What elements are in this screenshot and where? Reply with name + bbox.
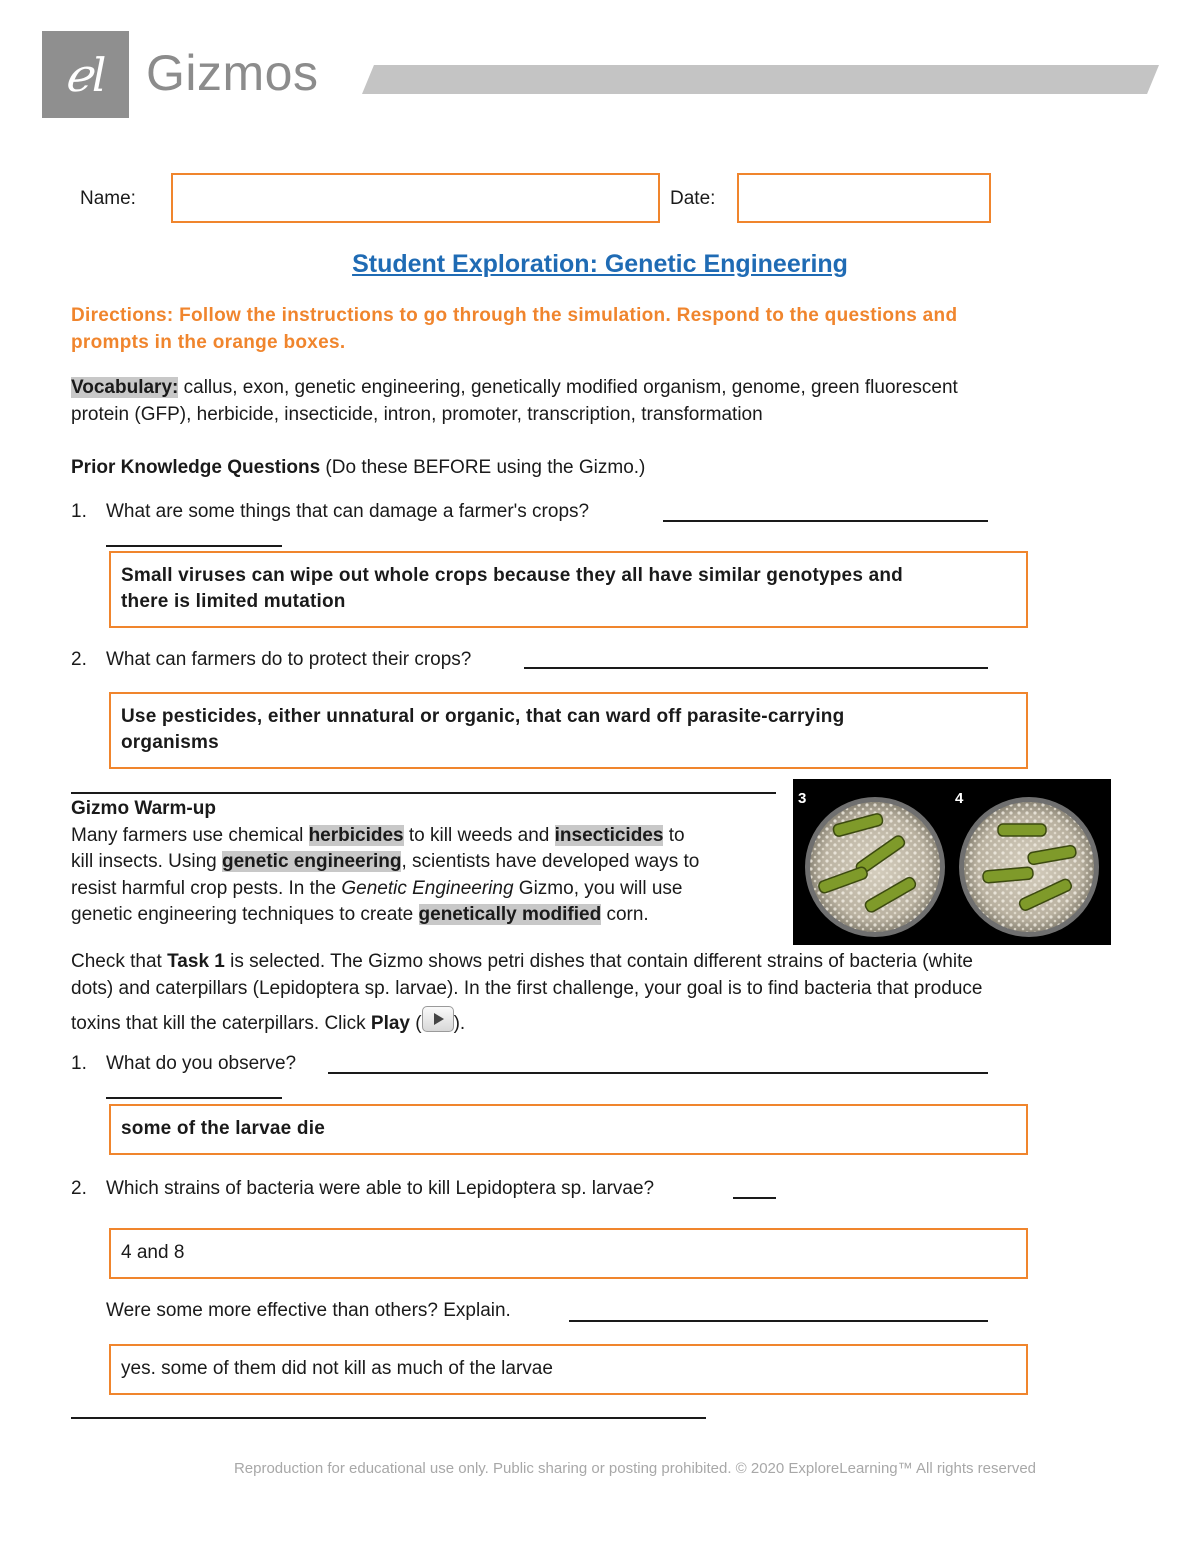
petri-dish-right: [959, 797, 1099, 937]
closing-line: [71, 1417, 706, 1419]
date-field[interactable]: [737, 173, 991, 223]
term-genetically-modified: genetically modified: [418, 904, 602, 925]
play-button-icon: [422, 1006, 454, 1032]
wq1-text: What do you observe?: [106, 1053, 297, 1074]
directions-line-1: Directions: Follow the instructions to go through the simulation. Respond to the questions and: [71, 305, 958, 326]
warmup-text-2b: , scientists have developed ways to: [401, 851, 700, 872]
dish-label-3: 3: [798, 790, 807, 807]
task-text-3b: (: [409, 1013, 422, 1034]
vocabulary-label: Vocabulary:: [71, 377, 179, 398]
followup-answer-box[interactable]: [109, 1344, 1028, 1395]
followup-answer-line: [569, 1320, 988, 1322]
task-paragraph: [71, 948, 1131, 1037]
petri-dish-left: [805, 797, 945, 937]
pk-q2-answer-line-2-text: organisms: [121, 732, 219, 753]
task-1-label: Task 1: [167, 951, 225, 972]
wq2-number: 2.: [71, 1178, 87, 1199]
warmup-text-4b: corn.: [601, 904, 649, 925]
directions-line-2: prompts in the orange boxes.: [71, 332, 346, 353]
vocabulary-terms-1: callus, exon, genetic engineering, genetically modified organism, genome, green fluorescent: [178, 377, 958, 398]
pk-q2-answer-line-1-text: Use pesticides, either unnatural or organic, that can ward off parasite-carrying: [121, 706, 845, 727]
pk-q1-text: What are some things that can damage a farmer's crops?: [106, 501, 590, 522]
wq1-answer-line: [328, 1072, 988, 1074]
brand-name: Gizmos: [146, 45, 319, 101]
wq1-answer-line-2: [106, 1097, 282, 1099]
task-text-line2: dots) and caterpillars (Lepidoptera sp. larvae). In the first challenge, your goal is to find bacteria that produce: [71, 978, 983, 999]
gizmo-name: Genetic Engineering: [341, 877, 514, 899]
followup-answer-text: yes. some of them did not kill as much of the larvae: [121, 1358, 553, 1379]
directions: [71, 302, 1081, 356]
petri-dish-image: [793, 779, 1111, 945]
prior-knowledge-heading: [71, 454, 645, 481]
pk-q2-text: What can farmers do to protect their crops?: [106, 649, 472, 670]
pk-q2-answer-line: [524, 667, 988, 669]
wq2-answer-line: [733, 1197, 776, 1199]
dish-label-4: 4: [955, 790, 964, 807]
pk-q1-answer-line-2-text: there is limited mutation: [121, 591, 346, 612]
name-field[interactable]: [171, 173, 660, 223]
wq1-answer-box[interactable]: [109, 1104, 1028, 1155]
term-insecticides: insecticides: [554, 824, 664, 846]
warmup-text-1c: to: [663, 824, 685, 846]
warmup-text-1b: to kill weeds and: [403, 824, 555, 846]
footer-copyright: Reproduction for educational use only. Public sharing or posting prohibited. © 2020 ExploreLearning™ All rights reserved: [233, 1460, 1037, 1477]
warmup-text-2a: kill insects. Using: [71, 851, 222, 872]
pk-q2-answer-box[interactable]: [109, 692, 1028, 769]
prior-knowledge-note: (Do these BEFORE using the Gizmo.): [320, 457, 646, 478]
play-label: Play: [370, 1013, 410, 1034]
term-herbicides: herbicides: [308, 824, 404, 846]
page-title: Student Exploration: Genetic Engineering: [352, 250, 848, 278]
name-label: Name:: [80, 188, 136, 209]
warmup-text-3a: resist harmful crop pests. In the: [71, 877, 342, 899]
warmup-heading: Gizmo Warm-up: [71, 798, 216, 819]
warmup-text-4a: genetic engineering techniques to create: [71, 904, 419, 925]
warmup-text-1a: Many farmers use chemical: [71, 824, 309, 846]
wq2-answer-text: 4 and 8: [121, 1242, 185, 1263]
followup-text: Were some more effective than others? Explain.: [106, 1300, 511, 1321]
explorelearning-logo-icon: ℯl: [64, 47, 107, 102]
warmup-text: [71, 796, 791, 929]
task-text-a: Check that: [71, 951, 168, 972]
task-text-3a: toxins that kill the caterpillars. Click: [71, 1013, 371, 1034]
wq2-answer-box[interactable]: [109, 1228, 1028, 1279]
date-label: Date:: [670, 188, 716, 209]
wq1-answer-text: some of the larvae die: [121, 1118, 325, 1139]
vocabulary-terms-2: protein (GFP), herbicide, insecticide, intron, promoter, transcription, transformation: [71, 404, 763, 425]
warmup-text-3b: Gizmo, you will use: [513, 877, 683, 899]
prior-knowledge-title: Prior Knowledge Questions: [71, 457, 321, 478]
header-bar: [362, 65, 1159, 94]
pk-q1-number: 1.: [71, 501, 87, 522]
section-divider: [71, 792, 776, 794]
pk-q1-answer-line-1-text: Small viruses can wipe out whole crops because they all have similar genotypes and: [121, 565, 903, 586]
wq1-number: 1.: [71, 1053, 87, 1074]
vocabulary: [71, 374, 1131, 428]
pk-q1-answer-line-2: [106, 545, 282, 547]
task-text-3c: ).: [453, 1013, 466, 1034]
pk-q1-answer-box[interactable]: [109, 551, 1028, 628]
pk-q1-answer-line: [663, 520, 988, 522]
task-text-b: is selected. The Gizmo shows petri dishes that contain different strains of bacteria (white: [224, 951, 973, 972]
wq2-text: Which strains of bacteria were able to kill Lepidoptera sp. larvae?: [106, 1178, 655, 1199]
term-genetic-engineering: genetic engineering: [222, 851, 402, 872]
petri-dish-illustration: [793, 779, 1111, 945]
pk-q2-number: 2.: [71, 649, 87, 670]
